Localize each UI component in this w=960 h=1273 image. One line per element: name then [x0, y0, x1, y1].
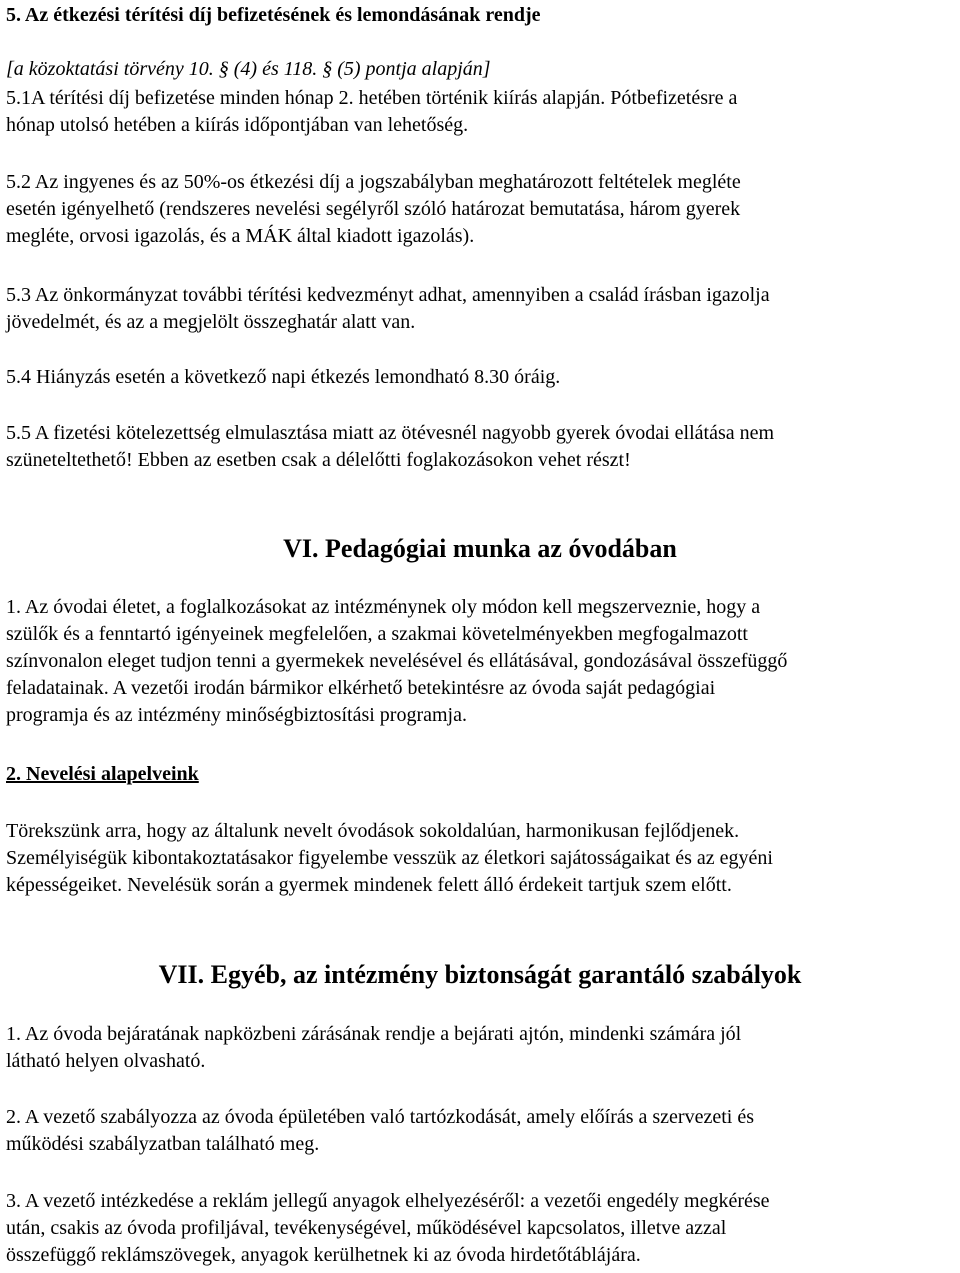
paragraph-5-4: [6, 364, 954, 391]
paragraph-7-2: [6, 1104, 954, 1158]
paragraph-line: színvonalon eleget tudjon tenni a gyermekek nevelésével és ellátásával, gondozásával összefüggő: [6, 650, 788, 672]
paragraph-line: programja és az intézmény minőségbiztosítási programja.: [6, 704, 467, 726]
paragraph-7-1: [6, 1021, 954, 1075]
paragraph-5-1: [6, 85, 954, 139]
paragraph-line: után, csakis az óvoda profiljával, tevékenységével, működésével kapcsolatos, illetve azzal: [6, 1217, 727, 1239]
paragraph-line: szüneteltethető! Ebben az esetben csak a délelőtti foglakozásokon vehet részt!: [6, 449, 631, 471]
paragraph-line: képességeiket. Nevelésük során a gyermek mindenek felett álló érdekeit tartjuk szem előtt.: [6, 874, 732, 896]
paragraph-line: jövedelmét, és az a megjelölt összeghatár alatt van.: [6, 311, 416, 333]
paragraph-6-2: [6, 818, 954, 899]
paragraph-7-3: [6, 1188, 954, 1269]
paragraph-line: 1. Az óvoda bejáratának napközbeni zárásának rendje a bejárati ajtón, mindenki számára jól: [6, 1023, 742, 1045]
paragraph-line: látható helyen olvasható.: [6, 1050, 206, 1072]
paragraph-line: 1. Az óvodai életet, a foglalkozásokat az intézménynek oly módon kell megszerveznie, hogy a: [6, 596, 761, 618]
paragraph-line: 5.3 Az önkormányzat további térítési kedvezményt adhat, amennyiben a család írásban igazolja: [6, 284, 770, 306]
paragraph-line: 3. A vezető intézkedése a reklám jellegű anyagok elhelyezéséről: a vezetői engedély megkérése: [6, 1190, 770, 1212]
paragraph-5-2: [6, 169, 954, 250]
paragraph-6-1: [6, 594, 954, 729]
paragraph-line: 5.4 Hiányzás esetén a következő napi étkezés lemondható 8.30 óráig.: [6, 366, 561, 388]
paragraph-line: megléte, orvosi igazolás, és a MÁK által kiadott igazolás).: [6, 225, 475, 247]
paragraph-line: szülők és a fenntartó igényeinek megfelelően, a szakmai követelményekben megfogalmazott: [6, 623, 748, 645]
paragraph-line: Személyiségük kibontakoztatásakor figyelembe vesszük az életkori sajátosságaikat és az egyéni: [6, 847, 773, 869]
section-5-heading: 5. Az étkezési térítési díj befizetésének és lemondásának rendje: [6, 4, 541, 26]
paragraph-line: hónap utolsó hetében a kiírás időpontjában van lehetőség.: [6, 114, 469, 136]
paragraph-line: esetén igényelhető (rendszeres nevelési segélyről szóló határozat bemutatása, három gyerek: [6, 198, 741, 220]
paragraph-line: 5.1A térítési díj befizetése minden hónap 2. hetében történik kiírás alapján. Pótbefizetésre a: [6, 87, 738, 109]
legal-reference: [a közoktatási törvény 10. § (4) és 118. § (5) pontja alapján]: [6, 58, 491, 80]
paragraph-line: 5.2 Az ingyenes és az 50%-os étkezési díj a jogszabályban meghatározott feltételek megléte: [6, 171, 741, 193]
paragraph-line: Törekszünk arra, hogy az általunk nevelt óvodások sokoldalúan, harmonikusan fejlődjenek.: [6, 820, 740, 842]
paragraph-line: 2. A vezető szabályozza az óvoda épületében való tartózkodását, amely előírás a szervezeti és: [6, 1106, 754, 1128]
paragraph-line: 5.5 A fizetési kötelezettség elmulasztása miatt az ötévesnél nagyobb gyerek óvodai ellátása nem: [6, 422, 775, 444]
nevelesi-alapelvek-heading: [6, 761, 954, 788]
paragraph-line: működési szabályzatban található meg.: [6, 1133, 320, 1155]
paragraph-line: feladatainak. A vezetői irodán bármikor elkérhető betekintésre az óvoda saját pedagógiai: [6, 677, 716, 699]
section-6-title: VI. Pedagógiai munka az óvodában: [283, 534, 677, 563]
paragraph-5-5: [6, 420, 954, 474]
subheading-text: 2. Nevelési alapelveink: [6, 763, 199, 785]
paragraph-5-3: [6, 282, 954, 336]
section-7-title: VII. Egyéb, az intézmény biztonságát garantáló szabályok: [158, 960, 802, 989]
paragraph-line: összefüggő reklámszövegek, anyagok kerülhetnek ki az óvoda hirdetőtáblájára.: [6, 1244, 641, 1266]
